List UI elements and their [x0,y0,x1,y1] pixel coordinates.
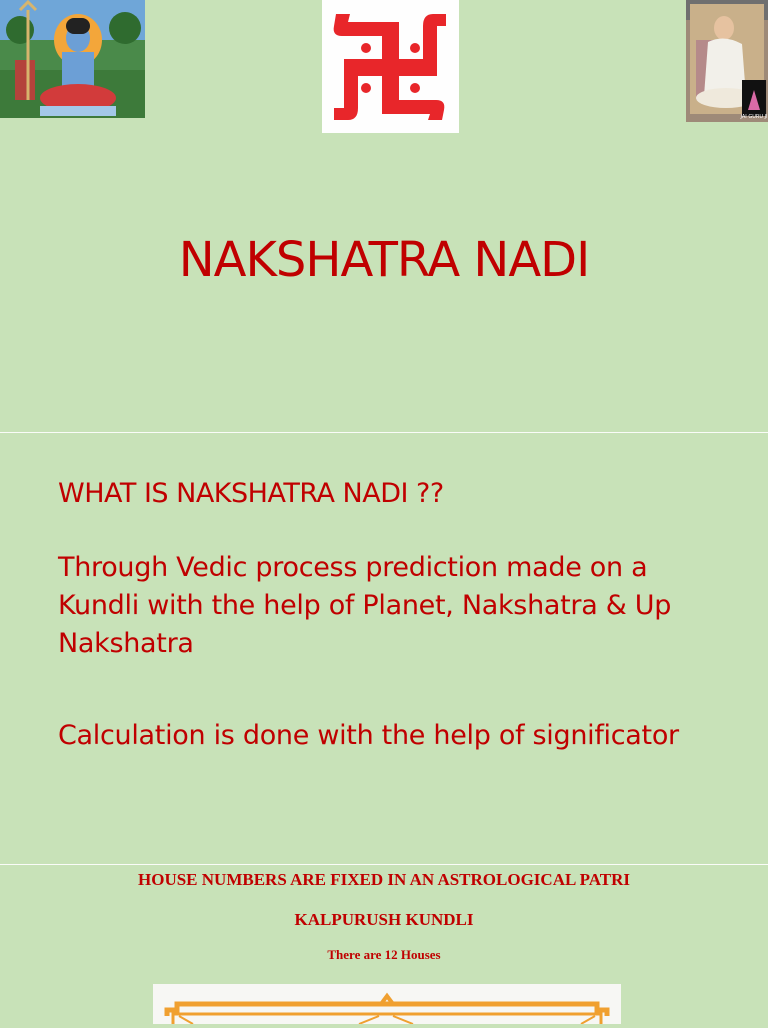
question-heading: WHAT IS NAKSHATRA NADI ?? [58,478,444,509]
kundli-chart-image [153,984,621,1024]
calculation-paragraph: Calculation is done with the help of significator [58,720,679,751]
slide-title: NAKSHATRA NADI [178,232,590,288]
kalpurush-kundli-heading: KALPURUSH KUNDLI [294,910,474,929]
twelve-houses-text: There are 12 Houses [327,947,441,962]
title-slide [0,0,768,432]
definition-paragraph: Through Vedic process prediction made on a Kundli with the help of Planet, Nakshatra & Up Nakshatra [58,552,672,659]
definition-slide [0,433,768,864]
guru-caption: JAI GURU JI [740,114,768,120]
guru-photo-image [686,0,768,122]
house-numbers-heading: HOUSE NUMBERS ARE FIXED IN AN ASTROLOGICAL PATRI [138,870,630,889]
kundli-slide [0,865,768,1024]
deity-painting-image [0,0,145,118]
swastika-image [322,0,459,133]
